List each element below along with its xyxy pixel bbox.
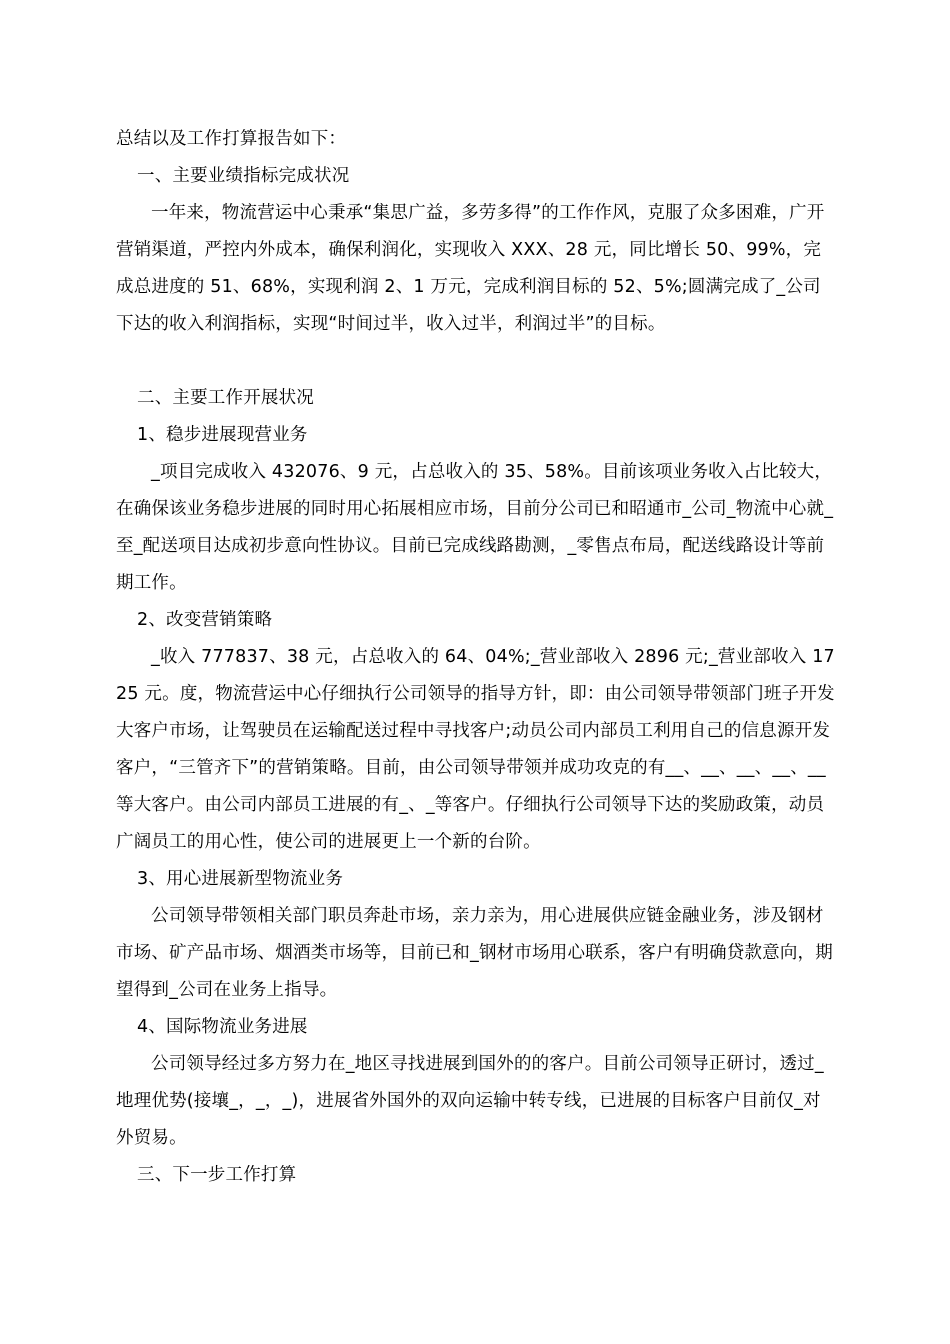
document-body <box>116 121 838 1194</box>
item4-paragraph: 公司领导经过多方努力在_地区寻找进展到国外的的客户。目前公司领导正研讨，透过_地理优势(接壤_，_，_)，进展省外国外的双向运输中转专线，已进展的目标客户目前仅_对外贸易。 <box>116 1054 824 1148</box>
item2-heading: 2、改变营销策略 <box>137 610 273 630</box>
section1-heading: 一、主要业绩指标完成状况 <box>137 166 350 186</box>
intro-line: 总结以及工作打算报告如下： <box>116 129 347 149</box>
section2-heading: 二、主要工作开展状况 <box>137 388 314 408</box>
section1-paragraph: 一年来，物流营运中心秉承“集思广益，多劳多得”的工作作风，克服了众多困难，广开营销渠道，严控内外成本，确保利润化，实现收入 XXX、28 元，同比增长 50、99%，完成总进度的 51、68%，实现利润 2、1 万元，完成利润目标的 52、5%;圆满完成了_公司下达的收入利润指标，实现“时间过半，收入过半，利润过半”的目标。 <box>116 203 825 334</box>
item3-heading: 3、用心进展新型物流业务 <box>137 869 344 889</box>
item3-paragraph: 公司领导带领相关部门职员奔赴市场，亲力亲为，用心进展供应链金融业务，涉及钢材市场、矿产品市场、烟酒类市场等，目前已和_钢材市场用心联系，客户有明确贷款意向，期望得到_公司在业务上指导。 <box>116 906 833 1000</box>
item2-paragraph: _收入 777837、38 元，占总收入的 64、04%;_营业部收入 2896 元;_营业部收入 1725 元。度，物流营运中心仔细执行公司领导的指导方针，即：由公司领导带领部门班子开发大客户市场，让驾驶员在运输配送过程中寻找客户;动员公司内部员工利用自己的信息源开发客户，“三管齐下”的营销策略。目前，由公司领导带领并成功攻克的有__、__、__、__、__等大客户。由公司内部员工进展的有_、_等客户。仔细执行公司领导下达的奖励政策，动员广阔员工的用心性，使公司的进展更上一个新的台阶。 <box>116 647 835 852</box>
section3-heading: 三、下一步工作打算 <box>137 1165 297 1185</box>
item1-paragraph: _项目完成收入 432076、9 元，占总收入的 35、58%。目前该项业务收入占比较大，在确保该业务稳步进展的同时用心拓展相应市场，目前分公司已和昭通市_公司_物流中心就_至_配送项目达成初步意向性协议。目前已完成线路勘测，_零售点布局，配送线路设计等前期工作。 <box>116 462 834 593</box>
item4-heading: 4、国际物流业务进展 <box>137 1017 308 1037</box>
item1-heading: 1、稳步进展现营业务 <box>137 425 308 445</box>
blank-line <box>116 343 838 380</box>
